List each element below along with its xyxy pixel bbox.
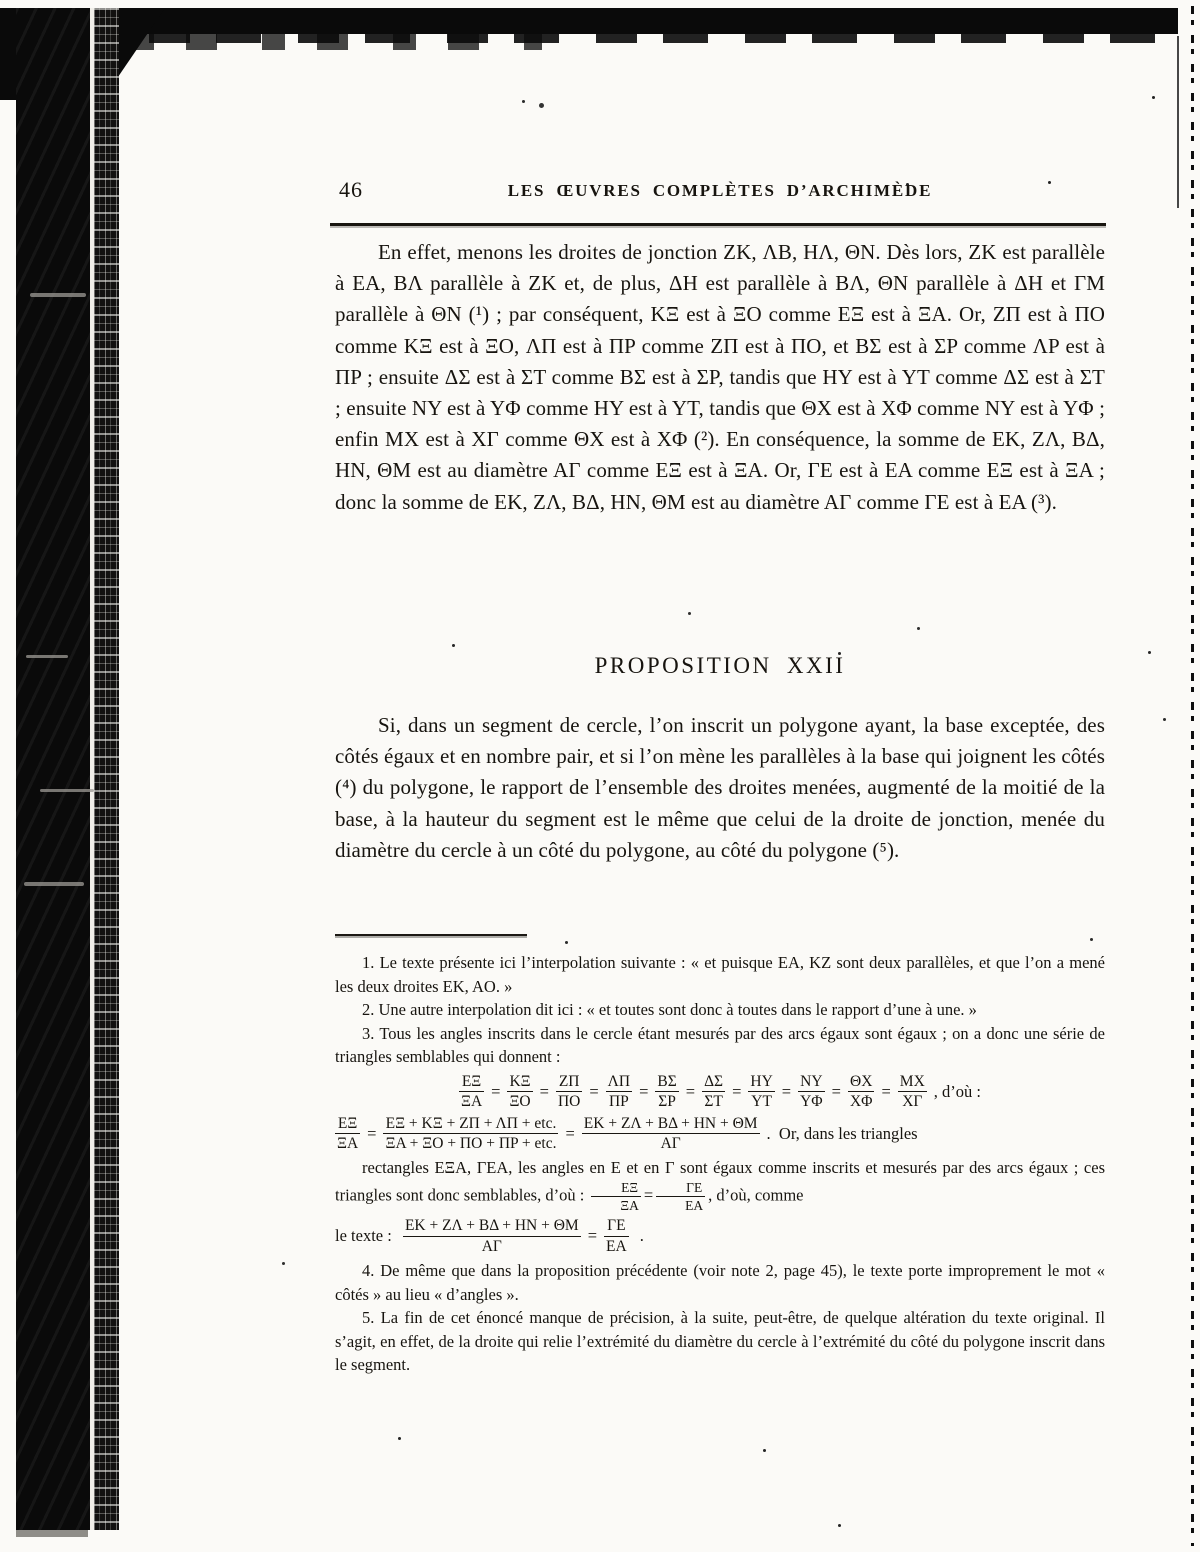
- fraction-numerator: ΓE: [604, 1217, 629, 1236]
- scan-smudge: [40, 789, 94, 792]
- fraction: [403, 1217, 581, 1255]
- fraction-numerator: EK + ZΛ + BΔ + HN + ΘM: [403, 1217, 581, 1236]
- equation-text: =: [565, 1123, 575, 1143]
- scan-band-bottom-edge: [16, 1530, 88, 1537]
- fraction-denominator: ΠP: [608, 1093, 629, 1111]
- fraction: [383, 1115, 558, 1153]
- equation-text: =: [881, 1082, 891, 1102]
- fraction: [507, 1073, 532, 1111]
- fraction: [655, 1073, 678, 1111]
- fraction-denominator: EA: [685, 1198, 704, 1214]
- fraction: [898, 1073, 927, 1111]
- fraction-denominator: AΓ: [660, 1135, 681, 1153]
- equation-text: =: [732, 1082, 742, 1102]
- equation-text: , d’où :: [933, 1082, 981, 1102]
- page-number: 46: [339, 177, 363, 202]
- fraction: [848, 1073, 875, 1111]
- footnote-3-final-equation: [335, 1217, 1105, 1255]
- fraction-numerator: MX: [898, 1073, 927, 1092]
- equation-text: le texte :: [335, 1226, 396, 1246]
- fraction: [604, 1217, 629, 1255]
- equation-text: , d’où, comme: [708, 1185, 804, 1205]
- fraction-denominator: YΦ: [800, 1093, 823, 1111]
- fraction: [798, 1073, 825, 1111]
- fraction-numerator: EK + ZΛ + BΔ + HN + ΘM: [582, 1115, 760, 1134]
- fraction-denominator: ΣP: [658, 1093, 676, 1111]
- fraction-denominator: EA: [606, 1237, 627, 1255]
- fraction-numerator: HY: [748, 1073, 774, 1092]
- footnotes-section: [335, 951, 1110, 1377]
- footnote-3-ratio-chain-equation: [335, 1073, 1105, 1111]
- scan-smudge: [30, 293, 86, 297]
- fraction-numerator: ΓE: [656, 1180, 705, 1197]
- fraction: [656, 1180, 705, 1213]
- equation-text: =: [639, 1082, 649, 1102]
- scan-smudge: [24, 882, 84, 886]
- fraction-numerator: EΞ: [459, 1073, 484, 1092]
- paragraph-proposition: Si, dans un segment de cercle, l’on inscrit un polygone ayant, la base exceptée, des côtés égaux et en nombre pair, et si l’on mène les parallèles à la base qui joignent les côtés (⁴) du polygone, le rapport de l’ensemble des droites menées, augmenté de la moitié de la base, à la hauteur du segment est le même que celui de la droite de jonction, menée du diamètre du cercle à un côté du polygone, au côté du polygone (⁵).: [335, 713, 1105, 862]
- fraction: [335, 1115, 360, 1153]
- fraction-numerator: ΔΣ: [702, 1073, 725, 1092]
- scan-top-black-band: [0, 8, 1178, 34]
- footnote-3-intro: 3. Tous les angles inscrits dans le cercle étant mesurés par des arcs égaux sont égaux ; on a donc une série de triangles semblables qui donnent :: [335, 1023, 1105, 1067]
- footnote-3-similar-triangles-text: [335, 1156, 1110, 1214]
- paragraph-proof: En effet, menons les droites de jonction ZK, ΛB, HΛ, ΘN. Dès lors, ZK est parallèle à EA, BΛ parallèle à ZK et, de plus, ΔH est parallèle à BΛ, ΘN parallèle à ΔH et ΓM parallèle à ΘN (¹) ; par conséquent, KΞ est à ΞO comme EΞ est à ΞA. Or, ZΠ est à ΠO comme KΞ est à ΞO, ΛΠ est à ΠP comme ZΠ est à ΠO, et BΣ est à ΣP comme ΛP est à ΠP ; ensuite ΔΣ est à ΣT comme BΣ est à ΣP, tandis que HY est à YT comme ΔΣ est à ΣT ; ensuite NY est à YΦ comme HY est à YT, tandis que ΘX est à XΦ comme NY est à YΦ ; enfin MX est à XΓ comme ΘX est à XΦ (²). En conséquence, la somme de EK, ZΛ, BΔ, HN, ΘM est au diamètre AΓ comme EΞ est à ΞA. Or, ΓE est à EA comme EΞ est à ΞA ; donc la somme de EK, ZΛ, BΔ, HN, ΘM est au diamètre AΓ comme ΓE est à EA (³).: [335, 240, 1105, 514]
- fraction-numerator: ΛΠ: [606, 1073, 632, 1092]
- scan-smudge: [26, 655, 68, 658]
- fraction-denominator: ΣT: [704, 1093, 723, 1111]
- proposition-heading: PROPOSITION XXII: [594, 653, 846, 678]
- fraction: [702, 1073, 725, 1111]
- fraction: [591, 1180, 640, 1213]
- fraction-denominator: ΞA + ΞO + ΠO + ΠP + etc.: [385, 1135, 557, 1153]
- footnote-separator-rule: [335, 934, 527, 936]
- equation-text: =: [587, 1226, 597, 1246]
- equation-text: =: [831, 1082, 841, 1102]
- running-title: LES ŒUVRES COMPLÈTES D’ARCHIMÈDE: [507, 181, 933, 200]
- footnote-5: 5. La fin de cet énoncé manque de précision, à la suite, peut-être, de quelque altération du texte original. Il s’agit, en effet, de la droite qui relie l’extrémité du diamètre du cercle à l’extrémité du côté du polygone inscrit dans le segment.: [335, 1308, 1105, 1375]
- equation-text: =: [643, 1185, 654, 1205]
- fraction-denominator: ΠO: [557, 1093, 581, 1111]
- fraction-numerator: BΣ: [655, 1073, 678, 1092]
- equation-text: =: [539, 1082, 549, 1102]
- fraction-numerator: EΞ: [335, 1115, 360, 1134]
- fraction-denominator: ΞA: [620, 1198, 639, 1214]
- equation-text: .: [635, 1226, 644, 1246]
- equation-text: . Or, dans les triangles: [766, 1123, 918, 1143]
- fraction-denominator: XΦ: [849, 1093, 873, 1111]
- fraction: [606, 1073, 632, 1111]
- fraction-numerator: ΘX: [848, 1073, 875, 1092]
- fraction: [748, 1073, 774, 1111]
- scan-right-page-edge: [1191, 6, 1194, 1546]
- fraction-denominator: AΓ: [481, 1237, 502, 1255]
- fraction: [582, 1115, 760, 1153]
- footnote-4: 4. De même que dans la proposition précédente (voir note 2, page 45), le texte porte improprement le mot « côtés » au lieu « d’angles ».: [335, 1260, 1105, 1304]
- fraction-denominator: ΞA: [337, 1135, 359, 1153]
- footnote-2: 2. Une autre interpolation dit ici : « et toutes sont donc à toutes dans le rapport d’une à une. »: [362, 1000, 977, 1020]
- equation-text: =: [685, 1082, 696, 1102]
- footnote-3-sum-equation: [335, 1115, 1105, 1153]
- fraction-denominator: ΞA: [460, 1093, 483, 1111]
- scan-specks: [0, 0, 3, 3]
- fraction-numerator: EΞ + KΞ + ZΠ + ΛΠ + etc.: [383, 1115, 558, 1134]
- running-header: [335, 177, 1105, 209]
- fraction-denominator: ΞO: [509, 1093, 531, 1111]
- fraction: [556, 1073, 582, 1111]
- equation-text: rectangles EΞA, ΓEA, les angles en E et en Γ sont égaux comme inscrits et mesurés par des arcs égaux ; ces triangles sont donc semblables, d’où :: [335, 1158, 1110, 1205]
- fraction-numerator: NY: [798, 1073, 825, 1092]
- scan-right-inner-line: [1177, 36, 1179, 208]
- fraction-numerator: KΞ: [507, 1073, 532, 1092]
- equation-text: =: [781, 1082, 792, 1102]
- fraction: [459, 1073, 484, 1111]
- equation-text: =: [367, 1123, 377, 1143]
- fraction-denominator: XΓ: [902, 1093, 923, 1111]
- header-rule: [330, 223, 1106, 226]
- scan-binding-black-band: [16, 8, 94, 1530]
- fraction-numerator: ZΠ: [556, 1073, 582, 1092]
- footnote-1: 1. Le texte présente ici l’interpolation suivante : « et puisque EA, KZ sont deux parallèles, et que l’on a mené les deux droites EK, AO. »: [335, 953, 1105, 996]
- equation-text: =: [589, 1082, 599, 1102]
- equation-text: =: [491, 1082, 501, 1102]
- fraction-numerator: EΞ: [591, 1180, 640, 1197]
- fraction-denominator: YT: [751, 1093, 772, 1111]
